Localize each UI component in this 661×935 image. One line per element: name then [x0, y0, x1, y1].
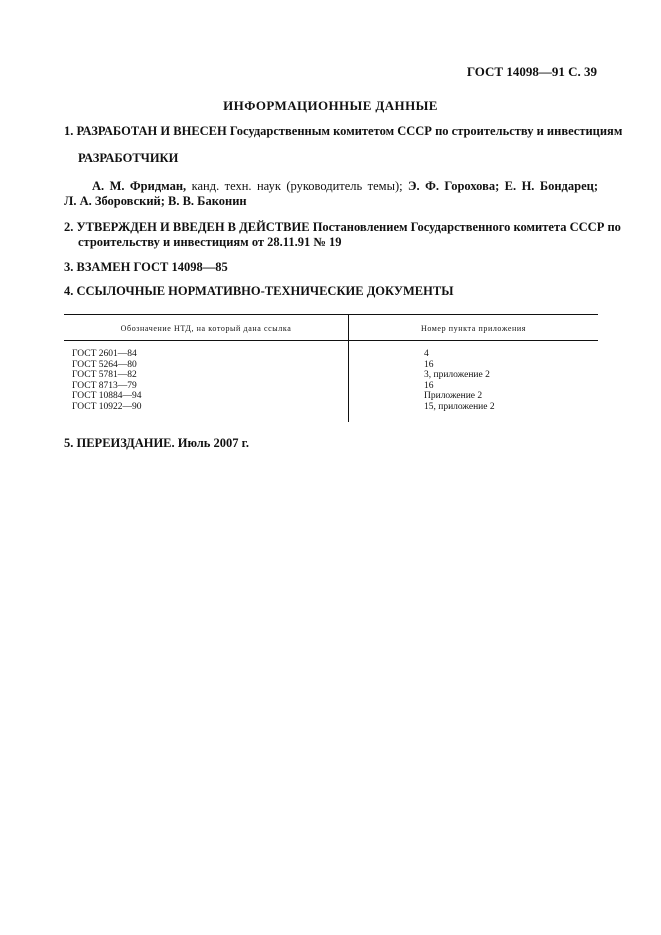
developers-heading: РАЗРАБОТЧИКИ — [78, 151, 179, 165]
section-replaces: 3. ВЗАМЕН ГОСТ 14098—85 — [64, 260, 228, 274]
section-2-lead: 2. УТВЕРЖДЕН И ВВЕДЕН В ДЕЙСТВИЕ — [64, 220, 310, 234]
table-cell-clause: 4 — [424, 349, 429, 359]
table-cell-clause: 16 — [424, 359, 434, 370]
table-cell-document: ГОСТ 5781—82 — [72, 370, 137, 380]
table-column-documents — [72, 349, 142, 412]
table-column-clauses — [424, 349, 495, 412]
table-header-rule — [64, 340, 598, 341]
section-2-text-1: Постановлением Государственного комитета СССР по — [312, 220, 621, 234]
table-top-rule — [64, 314, 598, 315]
page-title: ИНФОРМАЦИОННЫЕ ДАННЫЕ — [223, 98, 438, 113]
developers-line-1 — [92, 179, 598, 194]
table-header-document: Обозначение НТД, на который дана ссылка — [120, 324, 292, 333]
section-developed-by — [64, 124, 622, 139]
table-cell-document: ГОСТ 2601—84 — [72, 349, 137, 359]
section-1-text: Государственным комитетом СССР по строительству и инвестициям — [229, 124, 623, 138]
section-approved-line-2: строительству и инвестициям от 28.11.91 № 19 — [78, 235, 342, 249]
table-cell-document: ГОСТ 10884—94 — [72, 391, 142, 401]
table-cell-document: ГОСТ 8713—79 — [72, 380, 137, 391]
table-header-clause: Номер пункта приложения — [420, 324, 527, 333]
developer-lead-name: А. М. Фридман, — [92, 179, 187, 193]
document-reference: ГОСТ 14098—91 С. 39 — [466, 64, 597, 79]
section-references-heading: 4. ССЫЛОЧНЫЕ НОРМАТИВНО-ТЕХНИЧЕСКИЕ ДОКУМЕНТЫ — [64, 284, 454, 298]
section-1-lead: 1. РАЗРАБОТАН И ВНЕСЕН — [64, 124, 227, 138]
table-cell-document: ГОСТ 5264—80 — [72, 359, 137, 370]
section-approved-line-1 — [64, 220, 621, 235]
developer-names-1: Э. Ф. Горохова; Е. Н. Бондарец; — [408, 179, 598, 193]
table-cell-clause: 16 — [424, 380, 434, 391]
developers-line-2: Л. А. Зборовский; В. В. Баконин — [64, 194, 247, 208]
developer-lead-title: канд. техн. наук (руководитель темы); — [191, 179, 403, 193]
table-cell-clause: 15, приложение 2 — [424, 401, 495, 412]
section-reissue: 5. ПЕРЕИЗДАНИЕ. Июль 2007 г. — [64, 436, 249, 450]
table-cell-clause: Приложение 2 — [424, 391, 483, 401]
table-cell-document: ГОСТ 10922—90 — [72, 401, 142, 412]
table-cell-clause: 3, приложение 2 — [424, 370, 490, 380]
